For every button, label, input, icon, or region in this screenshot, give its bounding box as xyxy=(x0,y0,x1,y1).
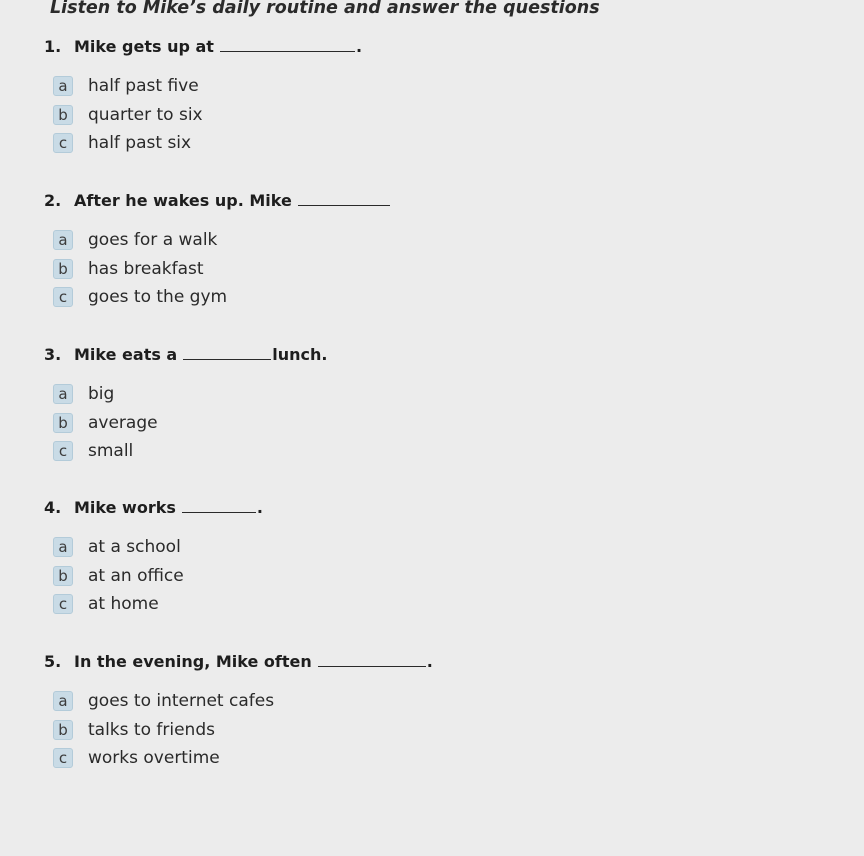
option-text: at home xyxy=(88,594,159,615)
option-text: goes for a walk xyxy=(88,230,218,251)
option-text: has breakfast xyxy=(88,258,204,279)
question-prompt: After he wakes up. Mike xyxy=(74,191,292,210)
question-5 xyxy=(44,650,804,773)
option-text: goes to the gym xyxy=(88,287,228,308)
option-a[interactable] xyxy=(44,226,804,255)
question-suffix: . xyxy=(426,652,433,671)
option-a[interactable] xyxy=(44,533,804,562)
option-text: talks to friends xyxy=(88,719,215,740)
question-number: 4. xyxy=(44,498,62,517)
option-a[interactable] xyxy=(44,687,804,716)
option-letter-badge: a xyxy=(53,76,73,96)
option-list xyxy=(44,380,804,466)
option-c[interactable] xyxy=(44,590,804,619)
question-1 xyxy=(44,35,804,158)
option-letter-badge: c xyxy=(53,594,73,614)
option-letter-badge: c xyxy=(53,133,73,153)
option-c[interactable] xyxy=(44,129,804,158)
option-letter-badge: b xyxy=(53,259,73,279)
question-4 xyxy=(44,496,804,619)
answer-blank[interactable] xyxy=(182,496,256,513)
question-number: 3. xyxy=(44,345,62,364)
option-b[interactable] xyxy=(44,409,804,438)
option-list xyxy=(44,72,804,158)
question-text xyxy=(44,189,804,213)
question-number: 5. xyxy=(44,652,62,671)
option-b[interactable] xyxy=(44,255,804,284)
option-letter-badge: a xyxy=(53,537,73,557)
option-letter-badge: b xyxy=(53,566,73,586)
option-c[interactable] xyxy=(44,744,804,773)
option-letter-badge: c xyxy=(53,287,73,307)
option-text: small xyxy=(88,441,134,462)
question-prompt: In the evening, Mike often xyxy=(74,652,312,671)
question-prompt: Mike works xyxy=(74,498,176,517)
answer-blank[interactable] xyxy=(318,650,426,667)
option-c[interactable] xyxy=(44,437,804,466)
question-text xyxy=(44,496,804,520)
option-list xyxy=(44,533,804,619)
option-letter-badge: c xyxy=(53,748,73,768)
option-text: works overtime xyxy=(88,748,220,769)
option-b[interactable] xyxy=(44,562,804,591)
option-letter-badge: c xyxy=(53,441,73,461)
question-text xyxy=(44,343,804,367)
worksheet-title: Listen to Mike’s daily routine and answer the questions xyxy=(50,0,600,18)
option-letter-badge: a xyxy=(53,691,73,711)
option-a[interactable] xyxy=(44,72,804,101)
question-text xyxy=(44,35,804,59)
question-number: 1. xyxy=(44,37,62,56)
answer-blank[interactable] xyxy=(220,35,355,52)
question-text xyxy=(44,650,804,674)
question-number: 2. xyxy=(44,191,62,210)
option-text: at a school xyxy=(88,537,181,558)
option-letter-badge: b xyxy=(53,105,73,125)
question-3 xyxy=(44,343,804,466)
option-c[interactable] xyxy=(44,283,804,312)
option-text: goes to internet cafes xyxy=(88,691,275,712)
option-a[interactable] xyxy=(44,380,804,409)
option-letter-badge: b xyxy=(53,720,73,740)
question-suffix: . xyxy=(256,498,263,517)
option-text: quarter to six xyxy=(88,104,203,125)
option-letter-badge: b xyxy=(53,413,73,433)
option-letter-badge: a xyxy=(53,384,73,404)
answer-blank[interactable] xyxy=(298,189,390,206)
option-text: big xyxy=(88,384,115,405)
option-b[interactable] xyxy=(44,716,804,745)
option-text: half past five xyxy=(88,76,199,97)
question-2 xyxy=(44,189,804,312)
option-b[interactable] xyxy=(44,101,804,130)
question-prompt: Mike gets up at xyxy=(74,37,214,56)
option-list xyxy=(44,226,804,312)
option-list xyxy=(44,687,804,773)
question-suffix: . xyxy=(355,37,363,56)
option-letter-badge: a xyxy=(53,230,73,250)
answer-blank[interactable] xyxy=(183,343,271,360)
option-text: half past six xyxy=(88,133,192,154)
question-suffix: lunch. xyxy=(272,345,328,364)
question-prompt: Mike eats a xyxy=(74,345,178,364)
option-text: average xyxy=(88,412,158,433)
option-text: at an office xyxy=(88,565,184,586)
